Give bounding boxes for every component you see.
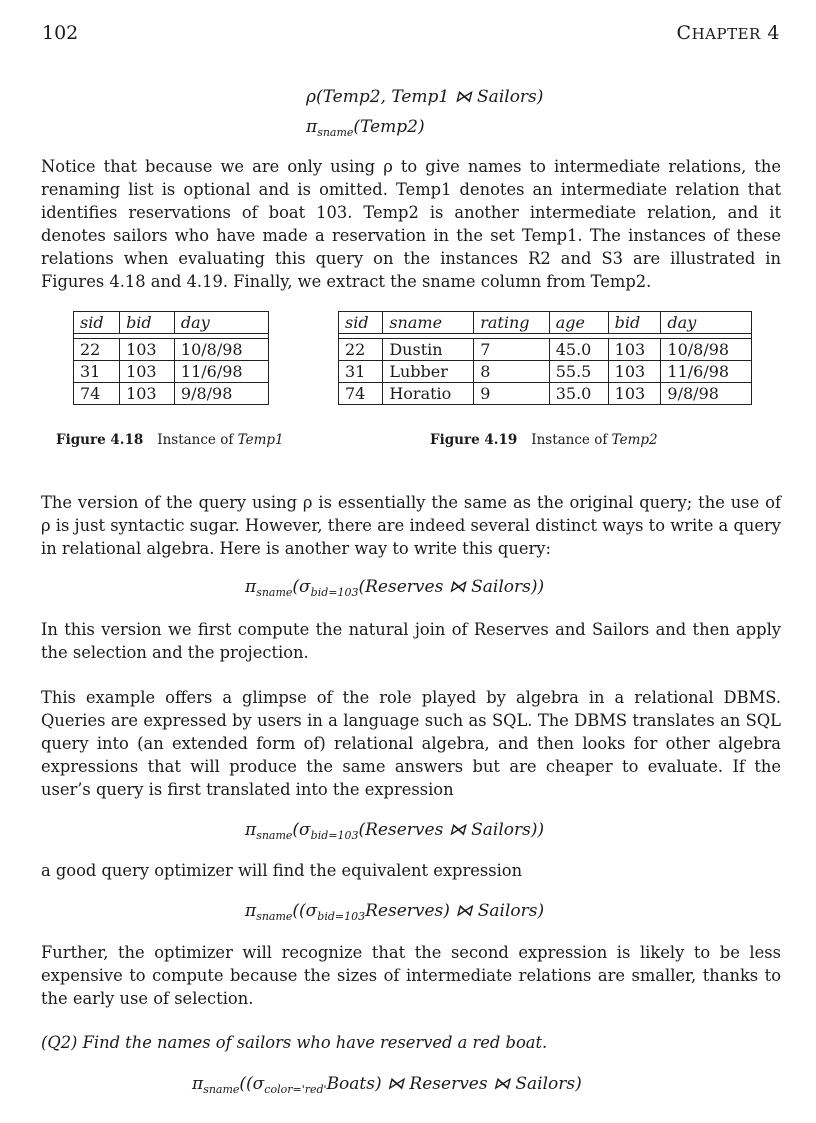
equation-optimized: $\pi_{sname}((\sigma_{bid=103}Reserves)$ ⋈ Sailors) — [245, 901, 545, 923]
paragraph-early-selection: Further, the optimizer will recognize that the second expression is likely to be less expensive to compute because the sizes of intermediate relations are smaller, thanks to the early use of selection. — [41, 943, 781, 1008]
paragraph-natural-join: In this version we first compute the natural join of Reserves and Sailors and then apply the selection and the projection. — [41, 620, 781, 662]
equation-q2: $\pi_{sname}((\sigma_{color='red'}Boats)$ ⋈ Reserves ⋈ Sailors) — [192, 1074, 582, 1096]
table-row: 74 103 9/8/98 — [74, 383, 269, 405]
figure-caption-4-19: Figure 4.19 Instance of Temp2 — [430, 432, 658, 448]
equation-alt-query: $\pi_{sname}(\sigma_{bid=103}(Reserves$ ⋈ Sailors)) — [245, 577, 545, 599]
table-row: 22 103 10/8/98 — [74, 339, 269, 361]
table-header: day — [661, 312, 752, 334]
page-number: 102 — [42, 22, 79, 44]
equation-pi-temp2: $\pi_{sname}(Temp2)$ — [306, 117, 425, 139]
table-header: sid — [339, 312, 383, 334]
table-header: day — [174, 312, 268, 334]
figure-caption-4-18: Figure 4.18 Instance of Temp1 — [56, 432, 284, 448]
paragraph-optimizer: a good query optimizer will find the equivalent expression — [41, 861, 523, 880]
table-row: 74 Horatio 9 35.0 103 9/8/98 — [339, 383, 752, 405]
equation-rho: ρ(Temp2, Temp1 ⋈ Sailors) — [306, 87, 544, 107]
table-temp2 — [338, 311, 752, 405]
query-q2: (Q2) Find the names of sailors who have reserved a red boat. — [41, 1033, 548, 1052]
chapter-heading: CHAPTER 4 — [676, 22, 780, 44]
table-row: 22 Dustin 7 45.0 103 10/8/98 — [339, 339, 752, 361]
equation-translated: $\pi_{sname}(\sigma_{bid=103}(Reserves$ ⋈ Sailors)) — [245, 820, 545, 842]
table-header: rating — [474, 312, 550, 334]
table-header: sid — [74, 312, 120, 334]
table-row: 31 103 11/6/98 — [74, 361, 269, 383]
paragraph-dbms-role: This example offers a glimpse of the role played by algebra in a relational DBMS. Queries are expressed by users in a language such as SQL. The DBMS translates an SQL query into (an extended form of) relational algebra, and then looks for other algebra expressions that will produce the same answers but are cheaper to evaluate. If the user’s query is first translated into the expression — [41, 688, 781, 799]
table-header: bid — [608, 312, 661, 334]
table-header: bid — [120, 312, 175, 334]
paragraph-syntactic-sugar: The version of the query using ρ is essentially the same as the original query; the use of ρ is just syntactic sugar. However, there are indeed several distinct ways to write a query in relational algebra. Here is another way to write this query: — [41, 493, 781, 558]
table-header: age — [549, 312, 608, 334]
table-header: sname — [383, 312, 474, 334]
table-row: 31 Lubber 8 55.5 103 11/6/98 — [339, 361, 752, 383]
paragraph-renaming: Notice that because we are only using ρ to give names to intermediate relations, the renaming list is optional and is omitted. Temp1 denotes an intermediate relation that identifies reservations of boat 103. Temp2 is another intermediate relation, and it denotes sailors who have made a reservation in the set Temp1. The instances of these relations when evaluating this query on the instances R2 and S3 are illustrated in Figures 4.18 and 4.19. Finally, we extract the sname column from Temp2. — [41, 157, 781, 291]
table-temp1 — [73, 311, 269, 405]
